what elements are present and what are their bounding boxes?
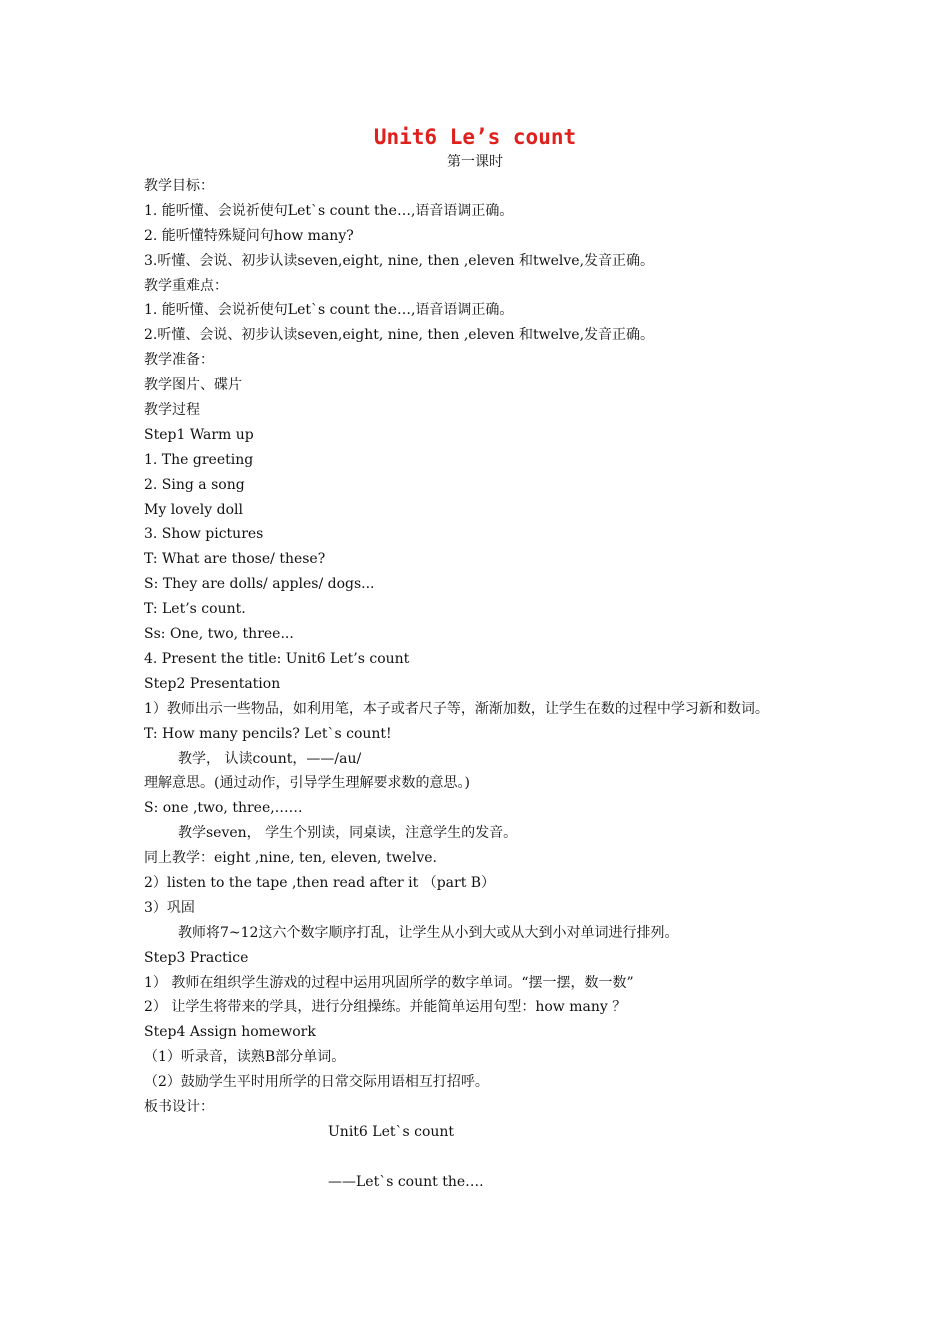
key-point-item: 2.听懂、会说、初步认读seven,eight, nine, then ,eleven 和twelve,发音正确。 [144, 327, 655, 344]
presentation-paragraph: 1）教师出示一些物品，如利用笔，本子或者尺子等，渐渐加数，让学生在数的过程中学习新和数词。 [144, 700, 769, 717]
step-line: 3. Show pictures [144, 526, 264, 543]
step-line: 1. The greeting [144, 451, 254, 468]
step-line: 3）巩固 [144, 899, 195, 916]
homework-item: （1）听录音，读熟B部分单词。 [144, 1049, 346, 1066]
document-title: Unit6 Le’s count [373, 125, 577, 149]
document-subtitle: 第一课时 [447, 154, 503, 170]
dialogue-line: T: Let’s count. [144, 601, 246, 618]
document-body [144, 174, 814, 1195]
practice-item: 2） 让学生将带来的学具，进行分组操练。并能简单运用句型：how many ？ [144, 999, 627, 1016]
heading-board-design: 板书设计： [144, 1098, 214, 1115]
board-sentence: ——Let`s count the…. [328, 1173, 484, 1190]
step-heading: Step2 Presentation [144, 675, 281, 692]
objective-item: 1. 能听懂、会说祈使句Let`s count the…,语音语调正确。 [144, 202, 514, 219]
dialogue-line: T: How many pencils? Let`s count! [144, 725, 392, 742]
objective-item: 2. 能听懂特殊疑问句how many? [144, 227, 354, 244]
objective-item: 3.听懂、会说、初步认读seven,eight, nine, then ,eleven 和twelve,发音正确。 [144, 252, 655, 269]
teaching-note: 教学， 认读count，——/au/ [178, 750, 362, 767]
dialogue-line: T: What are those/ these? [144, 551, 326, 568]
teaching-note: 教师将7~12这六个数字顺序打乱，让学生从小到大或从大到小对单词进行排列。 [178, 924, 679, 941]
step-line: 4. Present the title: Unit6 Let’s count [144, 650, 410, 667]
step-heading: Step3 Practice [144, 949, 249, 966]
dialogue-line: Ss: One, two, three... [144, 626, 294, 643]
board-title: Unit6 Let`s count [328, 1123, 455, 1140]
heading-objectives: 教学目标： [144, 178, 214, 194]
homework-item: （2）鼓励学生平时用所学的日常交际用语相互打招呼。 [144, 1074, 489, 1091]
teaching-note: 教学seven， 学生个别读，同桌读，注意学生的发音。 [178, 825, 518, 842]
step-line: 2）listen to the tape ,then read after it （part B） [144, 874, 496, 891]
blank-line [144, 1145, 814, 1170]
step-line: My lovely doll [144, 501, 243, 518]
heading-process: 教学过程 [144, 402, 200, 419]
dialogue-line: S: one ,two, three,…… [144, 800, 303, 817]
key-point-item: 1. 能听懂、会说祈使句Let`s count the…,语音语调正确。 [144, 302, 514, 319]
practice-item: 1） 教师在组织学生游戏的过程中运用巩固所学的数字单词。“摆一摆，数一数” [144, 974, 634, 991]
teaching-note: 同上教学：eight ,nine, ten, eleven, twelve. [144, 850, 437, 867]
dialogue-line: S: They are dolls/ apples/ dogs... [144, 576, 375, 593]
step-heading: Step1 Warm up [144, 426, 254, 443]
step-heading: Step4 Assign homework [144, 1024, 316, 1041]
step-line: 2. Sing a song [144, 476, 245, 493]
preparation-text: 教学图片、碟片 [144, 377, 242, 394]
heading-key-points: 教学重难点： [144, 277, 228, 294]
heading-preparation: 教学准备： [144, 352, 214, 369]
teaching-note: 理解意思。(通过动作，引导学生理解要求数的意思。) [144, 775, 470, 792]
